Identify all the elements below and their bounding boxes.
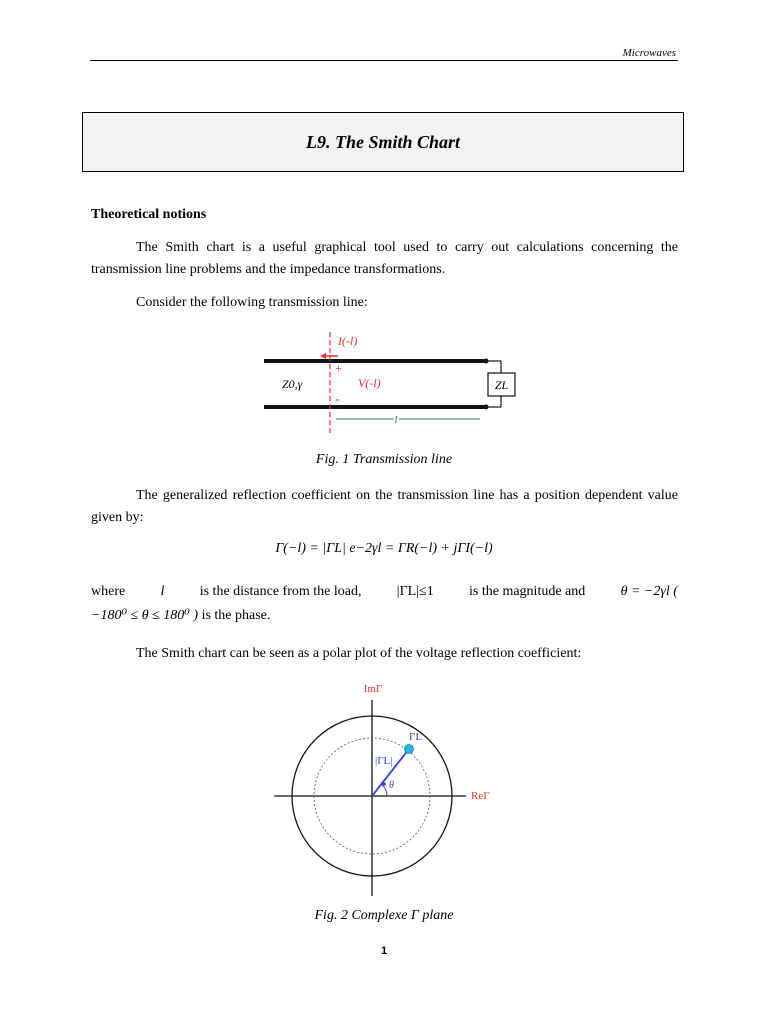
- real-axis-label: ReΓ: [471, 790, 490, 802]
- paragraph-intro: The Smith chart is a useful graphical tool used to carry out calculations concerning the transmission line problems and the impedance transformations.: [91, 240, 678, 277]
- angle-marker: [382, 782, 386, 786]
- title-box: [82, 112, 684, 172]
- figure1-caption: Fig. 1 Transmission line: [315, 452, 453, 467]
- paragraph-generalized: The generalized reflection coefficient on the transmission line has a position dependent value given by:: [91, 488, 678, 525]
- page-number: 1: [380, 945, 388, 957]
- where-word: where: [91, 584, 126, 599]
- paragraph-consider: Consider the following transmission line:: [136, 295, 368, 310]
- theta-expression: θ = −2γl (: [620, 584, 678, 599]
- running-header: Microwaves: [622, 47, 676, 59]
- terminal-top: [484, 359, 489, 364]
- current-label: I(-l): [338, 334, 358, 348]
- transmission-line-figure: [258, 330, 518, 438]
- gamma-load-point: [405, 745, 414, 754]
- page-title: L9. The Smith Chart: [305, 131, 461, 152]
- header-rule: [90, 60, 678, 61]
- voltage-label: V(-l): [358, 376, 381, 390]
- section-heading: Theoretical notions: [91, 207, 207, 222]
- paragraph-where-line2: [91, 605, 678, 627]
- phase-phrase: is the phase.: [201, 608, 271, 623]
- magnitude-phrase: is the magnitude and: [469, 584, 586, 599]
- terminal-bottom: [484, 405, 489, 410]
- phase-range: −180⁰ ≤ θ ≤ 180⁰ ): [91, 608, 199, 623]
- complex-gamma-plane-figure: [268, 676, 508, 906]
- plus-sign: +: [335, 361, 342, 375]
- paragraph-polar-plot: The Smith chart can be seen as a polar plot of the voltage reflection coefficient:: [136, 646, 582, 661]
- length-label: l: [394, 414, 398, 426]
- reflection-equation: Γ(−l) = |ΓL| e−2γl = ΓR(−l) + jΓI(−l): [275, 541, 493, 556]
- distance-phrase: is the distance from the load,: [199, 584, 362, 599]
- angle-label: θ: [389, 780, 394, 791]
- imaginary-axis-label: ImΓ: [363, 683, 383, 695]
- magnitude-label: |ΓL|: [375, 755, 393, 767]
- paragraph-where-line1: [91, 581, 678, 603]
- load-label: ZL: [494, 378, 509, 392]
- variable-l: l: [160, 584, 165, 599]
- minus-sign: -: [335, 392, 340, 407]
- line-parameters-label: Z0,γ: [282, 377, 303, 391]
- magnitude-expression: |ΓL|≤1: [396, 584, 434, 599]
- figure2-caption: Fig. 2 Complexe Γ plane: [314, 908, 454, 923]
- gamma-point-label: ΓL: [409, 731, 423, 743]
